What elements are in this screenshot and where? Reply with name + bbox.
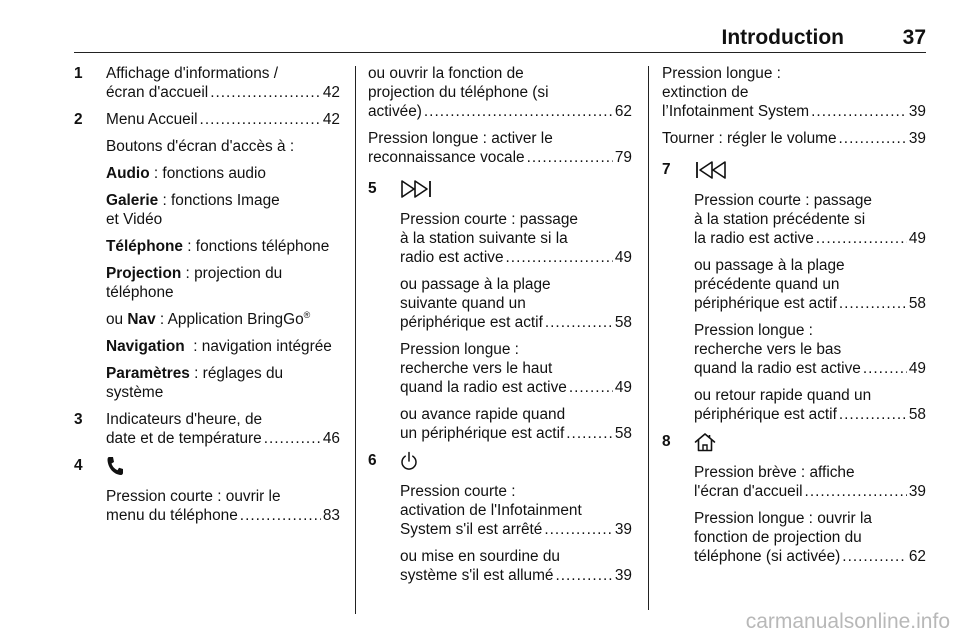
navigation-entry: Navigation : navigation intégrée: [106, 338, 332, 355]
dot-leader: [569, 378, 613, 397]
page-ref[interactable]: 58: [908, 295, 926, 312]
column-divider-1: [355, 66, 356, 614]
item-number: 8: [662, 433, 671, 450]
toc-line: menu du téléphone ..... 83: [106, 506, 340, 525]
projection-entry: Projection : projection du téléphone: [106, 265, 283, 301]
item-3: 3 Indicateurs d'heure, de date et de température ..... 46: [74, 410, 340, 448]
item-1: [74, 64, 340, 102]
item-number: 4: [74, 457, 83, 474]
dot-leader: [805, 482, 907, 501]
column-1: [74, 64, 340, 533]
item-5: [368, 179, 632, 443]
entry: ou mise en sourdine du système s'il est allumé ..... 39: [400, 547, 632, 585]
item-number: 1: [74, 65, 83, 82]
toc-line: périphérique est actif ..... 58: [400, 313, 632, 332]
dot-leader: [200, 110, 321, 129]
page-ref[interactable]: 39: [614, 567, 632, 584]
toc-line: téléphone (si activée) ..... 62: [694, 547, 926, 566]
dot-leader: [811, 102, 907, 121]
page-ref[interactable]: 39: [908, 103, 926, 120]
toc-line: la radio est active ..... 49: [694, 229, 926, 248]
item-number: 6: [368, 452, 377, 469]
toc-line: système s'il est allumé ..... 39: [400, 566, 632, 585]
toc-line: l’Infotainment System ..... 39: [662, 102, 926, 121]
nav-entry: ou Nav : Application BringGo®: [106, 309, 311, 328]
toc-line: écran d'accueil ..... 42: [106, 83, 340, 102]
page-ref[interactable]: 39: [908, 483, 926, 500]
entry: ou avance rapide quand un périphérique est actif ..... 58: [400, 405, 632, 443]
home-icon: [694, 432, 716, 452]
toc-line: l'écran d'accueil ..... 39: [694, 482, 926, 501]
toc-line: un périphérique est actif ..... 58: [400, 424, 632, 443]
item-1-text: Affichage d'informations /: [106, 65, 279, 82]
item-4: 4 Pression courte : ouvrir le menu du téléphone ..... 83: [74, 456, 340, 525]
page-number: 37: [902, 26, 926, 49]
item-number: 3: [74, 411, 83, 428]
phone-icon: [106, 456, 124, 476]
dot-leader: [210, 83, 321, 102]
toc-line: quand la radio est active ..... 49: [694, 359, 926, 378]
item-2: [74, 110, 340, 402]
dot-leader: [816, 229, 907, 248]
next-track-icon: [400, 179, 436, 199]
entry: ou retour rapide quand un périphérique est actif ..... 58: [694, 386, 926, 424]
page-ref[interactable]: 39: [908, 130, 926, 147]
page-ref[interactable]: 46: [322, 430, 340, 447]
dot-leader: [264, 429, 321, 448]
toc-line: Tourner : régler le volume ..... 39: [662, 129, 926, 148]
dot-leader: [566, 424, 613, 443]
item-number: 2: [74, 111, 83, 128]
entry: Pression brève : affiche l'écran d'accueil ..... 39: [694, 463, 926, 501]
dot-leader: [240, 506, 321, 525]
dot-leader: [839, 294, 907, 313]
entry: ou passage à la plage précédente quand un périphérique est actif ..... 58: [694, 256, 926, 313]
page-ref[interactable]: 49: [614, 379, 632, 396]
dot-leader: [506, 248, 613, 267]
page-ref[interactable]: 42: [322, 84, 340, 101]
page-ref[interactable]: 39: [614, 521, 632, 538]
column-2: [368, 64, 632, 593]
cont-entry: [662, 129, 926, 148]
entry: Pression courte : passage à la station précédente si la radio est active ..... 49: [694, 191, 926, 248]
watermark: carmanualsonline.info: [745, 610, 950, 633]
dot-leader: [839, 405, 907, 424]
page-ref[interactable]: 49: [908, 360, 926, 377]
toc-line: radio est active ..... 49: [400, 248, 632, 267]
cont-entry: ou ouvrir la fonction de projection du téléphone (si activée) ..... 62: [368, 64, 632, 121]
galerie-entry: Galerie : fonctions Image et Vidéo: [106, 192, 280, 228]
page-ref[interactable]: 42: [322, 111, 340, 128]
page-ref[interactable]: 83: [322, 507, 340, 524]
item-number: 7: [662, 161, 671, 178]
telephone-entry: Téléphone : fonctions téléphone: [106, 238, 330, 255]
toc-line: quand la radio est active ..... 49: [400, 378, 632, 397]
toc-line: Menu Accueil ..... 42: [106, 110, 340, 129]
page-ref[interactable]: 58: [614, 314, 632, 331]
dot-leader: [424, 102, 613, 121]
dot-leader: [527, 148, 613, 167]
entry: Pression longue : recherche vers le haut quand la radio est active ..... 49: [400, 340, 632, 397]
page-ref[interactable]: 49: [908, 230, 926, 247]
page-ref[interactable]: 79: [614, 149, 632, 166]
entry: ou passage à la plage suivante quand un périphérique est actif ..... 58: [400, 275, 632, 332]
dot-leader: [545, 313, 613, 332]
item-6: [368, 451, 632, 585]
page-header: [74, 26, 926, 52]
toc-line: périphérique est actif ..... 58: [694, 294, 926, 313]
parametres-entry: Paramètres : réglages du système: [106, 365, 284, 401]
dot-leader: [544, 520, 613, 539]
column-divider-2: [648, 66, 649, 610]
item-number: 5: [368, 180, 377, 197]
page-ref[interactable]: 62: [908, 548, 926, 565]
dot-leader: [863, 359, 907, 378]
item-8: [662, 432, 926, 566]
entry: Pression courte : activation de l'Infotainment System s'il est arrêté ..... 39: [400, 482, 632, 539]
toc-line: date et de température ..... 46: [106, 429, 340, 448]
entry: Pression longue : ouvrir la fonction de projection du téléphone (si activée) ..... 62: [694, 509, 926, 566]
buttons-intro: Boutons d'écran d'accès à :: [106, 138, 295, 155]
page-ref[interactable]: 49: [614, 249, 632, 266]
cont-entry: Pression longue : extinction de l’Infotainment System ..... 39: [662, 64, 926, 121]
page-ref[interactable]: 62: [614, 103, 632, 120]
item-7: [662, 160, 926, 424]
dot-leader: [842, 547, 907, 566]
page-ref[interactable]: 58: [908, 406, 926, 423]
previous-track-icon: [694, 160, 730, 180]
dot-leader: [839, 129, 907, 148]
column-3: [662, 64, 926, 574]
header-rule: [74, 52, 926, 53]
toc-line: activée) ..... 62: [368, 102, 632, 121]
page-title: Introduction: [721, 26, 844, 49]
toc-line: périphérique est actif ..... 58: [694, 405, 926, 424]
toc-line: reconnaissance vocale ..... 79: [368, 148, 632, 167]
audio-entry: Audio : fonctions audio: [106, 165, 266, 182]
toc-line: System s'il est arrêté ..... 39: [400, 520, 632, 539]
dot-leader: [555, 566, 612, 585]
entry: Pression courte : passage à la station suivante si la radio est active ..... 49: [400, 210, 632, 267]
entry: Pression longue : recherche vers le bas quand la radio est active ..... 49: [694, 321, 926, 378]
page-ref[interactable]: 58: [614, 425, 632, 442]
power-icon: [400, 451, 418, 471]
cont-entry: Pression longue : activer le reconnaissance vocale ..... 79: [368, 129, 632, 167]
